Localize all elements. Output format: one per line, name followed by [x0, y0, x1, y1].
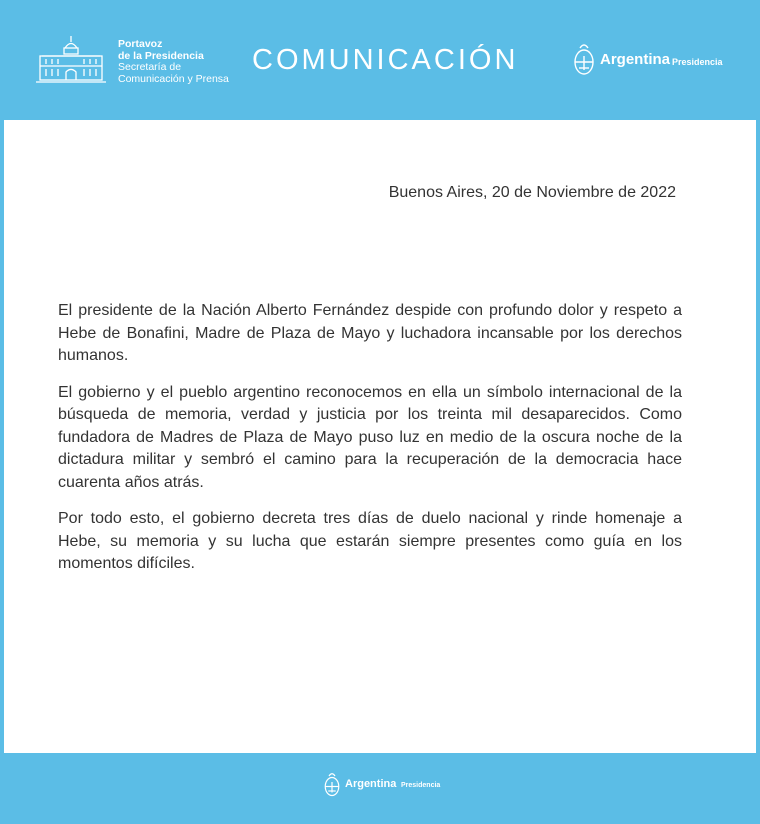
casa-rosada-logo-icon [36, 34, 106, 84]
footer-band [0, 753, 760, 824]
document-page [4, 120, 756, 753]
brand-word: Argentina [600, 51, 671, 68]
portavoz-label [118, 39, 229, 85]
footer-brand-word: Argentina [345, 778, 397, 790]
footer-coat-of-arms-icon [323, 770, 341, 800]
header-band [0, 0, 760, 120]
footer-brand-subtitle: Presidencia [401, 782, 441, 789]
paragraph-3: Por todo esto, el gobierno decreta tres días de duelo nacional y rinde homenaje a Hebe, su memoria y su lucha que estarán siempre presentes como guía en los momentos difíciles. [58, 510, 682, 572]
paragraph-2: El gobierno y el pueblo argentino reconocemos en ella un símbolo internacional de la búsqueda de memoria, verdad y justicia por los treinta mil desaparecidos. Como fundadora de Madres de Plaza de Mayo puso luz en medio de la oscura noche de la dictadura militar y sembró el camino para la recuperación de la democracia hace cuarenta años atrás. [58, 383, 682, 491]
coat-of-arms-icon [572, 42, 596, 78]
portavoz-line-1: Portavoz [118, 38, 163, 50]
portavoz-line-2: de la Presidencia [118, 49, 204, 62]
brand-subtitle: Presidencia [672, 57, 723, 67]
document-body [58, 300, 682, 590]
portavoz-line-4: Comunicación y Prensa [118, 72, 229, 85]
page-title: COMUNICACIÓN [252, 44, 519, 76]
document-date: Buenos Aires, 20 de Noviembre de 2022 [388, 184, 676, 201]
portavoz-line-3: Secretaría de [118, 61, 182, 73]
paragraph-1: El presidente de la Nación Alberto Fernández despide con profundo dolor y respeto a Hebe de Bonafini, Madre de Plaza de Mayo y luchadora incansable por los derechos humanos. [58, 302, 682, 364]
